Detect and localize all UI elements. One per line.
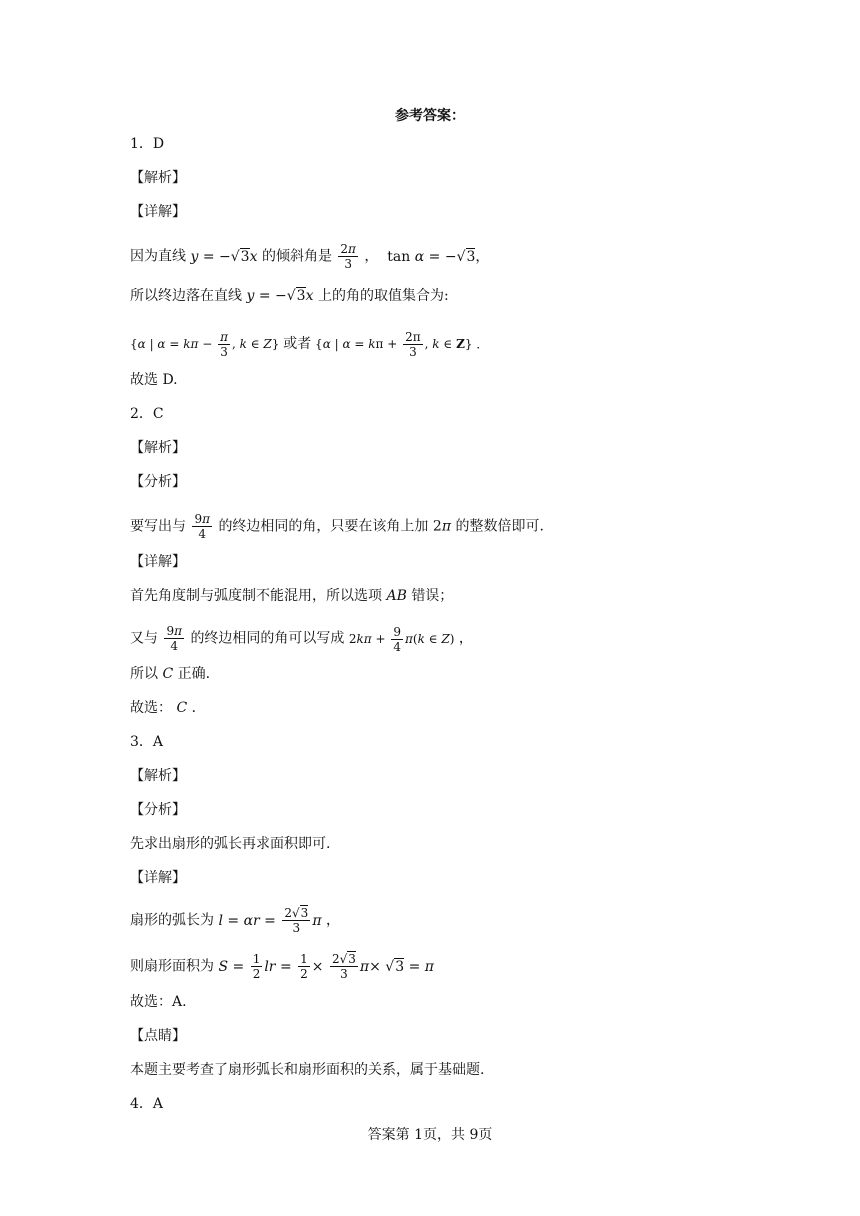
formula-2pi: 2π — [432, 518, 452, 535]
formula-tan: tan α = −√3， — [382, 248, 490, 265]
q3-fenxi-heading: 【分析】 — [130, 802, 186, 818]
page-footer: 答案第 1页，共 9页 — [367, 1127, 493, 1143]
q2-xiangjie-heading: 【详解】 — [130, 554, 186, 570]
q4-number: 4．A — [130, 1096, 164, 1112]
q2-l4-text-b: 正确. — [177, 666, 211, 682]
q2-fenxi-heading: 【分析】 — [130, 474, 186, 490]
page-title: 参考答案： — [395, 108, 465, 124]
q2-l1-text-b: 的终边相同的角，只要在该角上加 — [218, 518, 429, 535]
formula-area: S = $\frac{1}{2}$ lr = $\frac{1}{2}$ × $\frac{2√3}{3}$ π× √3 = π — [218, 952, 434, 981]
set-formula-2: {α | α = kπ + $\frac{2\pi}{3}$ , k ∈ Z} — [315, 330, 473, 359]
q2-l1-text-a: 要写出与 — [130, 518, 186, 535]
q1-xiangjie-heading: 【详解】 — [130, 204, 186, 220]
fraction-2pi-3: $\frac{2\pi}{3}$ — [340, 242, 356, 271]
formula-arc-length: l = αr = $\frac{2√3}{3}$ π — [218, 906, 322, 935]
q2-line-1 — [130, 512, 544, 541]
q2-l1-text-c: 的整数倍即可. — [455, 518, 544, 535]
q2-jiexi-heading: 【解析】 — [130, 440, 186, 456]
q1-line-3 — [130, 330, 488, 359]
q1-l3-end: ． — [476, 337, 489, 351]
q2-line-5 — [130, 698, 206, 718]
q2-l3-text-b: 的终边相同的角可以写成 — [190, 630, 345, 647]
q3-xiangjie-heading: 【详解】 — [130, 870, 186, 886]
q1-l2-text-b: 上的角的取值集合为: — [317, 288, 449, 304]
q3-line-1 — [130, 906, 340, 935]
q3-conclusion: 故选：A. — [130, 994, 187, 1010]
q3-l1-text-a: 扇形的弧长为 — [130, 912, 214, 929]
q2-l5-text-b: ． — [191, 700, 206, 716]
q1-jiexi-heading: 【解析】 — [130, 170, 186, 186]
formula-ab: AB — [386, 588, 407, 604]
q1-l1-text-a: 因为直线 — [130, 248, 186, 265]
q2-l5-text-a: 故选： — [130, 700, 172, 716]
q3-dianjing-heading: 【点睛】 — [130, 1028, 186, 1044]
q3-analysis: 先求出扇形的弧长再求面积即可. — [130, 836, 331, 852]
q3-l1-text-b: ， — [325, 912, 340, 929]
q1-l3-or: 或者 — [283, 336, 312, 352]
q1-line-1 — [130, 242, 489, 271]
q1-conclusion: 故选 D. — [130, 372, 178, 388]
formula-c: C — [162, 666, 174, 682]
q2-l3-text-a: 又与 — [130, 630, 158, 647]
q3-jiexi-heading: 【解析】 — [130, 768, 186, 784]
q1-number: 1．D — [130, 136, 165, 152]
q3-number: 3．A — [130, 734, 164, 750]
formula-line: y = −√3x — [246, 288, 314, 304]
q2-line-4 — [130, 664, 210, 684]
q3-line-2 — [130, 952, 434, 981]
fraction-9pi-4: $\frac{9\pi}{4}$ — [194, 512, 210, 541]
q2-number: 2．C — [130, 406, 164, 422]
q2-line-2 — [130, 586, 453, 606]
q2-l2-text-b: 错误； — [411, 588, 454, 604]
q2-l3-text-c: ， — [458, 630, 473, 647]
q2-l4-text-a: 所以 — [130, 666, 158, 682]
q3-comment: 本题主要考查了扇形弧长和扇形面积的关系，属于基础题. — [130, 1062, 485, 1078]
q1-l2-text-a: 所以终边落在直线 — [130, 288, 242, 304]
q2-l2-text-a: 首先角度制与弧度制不能混用，所以选项 — [130, 588, 382, 604]
q1-l1-text-b: 的倾斜角是 — [261, 248, 332, 265]
formula-c: C — [176, 700, 188, 716]
fraction-9pi-4: $\frac{9\pi}{4}$ — [166, 624, 182, 653]
formula-general-angle: 2kπ + $\frac{9}{4}$ π(k ∈ Z) — [348, 624, 455, 654]
q1-l1-text-c: ， — [364, 248, 379, 265]
formula-line: y = −√3x — [190, 248, 258, 265]
q1-line-2 — [130, 286, 449, 306]
q2-line-3 — [130, 624, 473, 654]
q3-l2-text-a: 则扇形面积为 — [130, 958, 214, 975]
set-formula-1: {α | α = kπ − $\frac{\pi}{3}$ , k ∈ Z} — [130, 330, 280, 359]
